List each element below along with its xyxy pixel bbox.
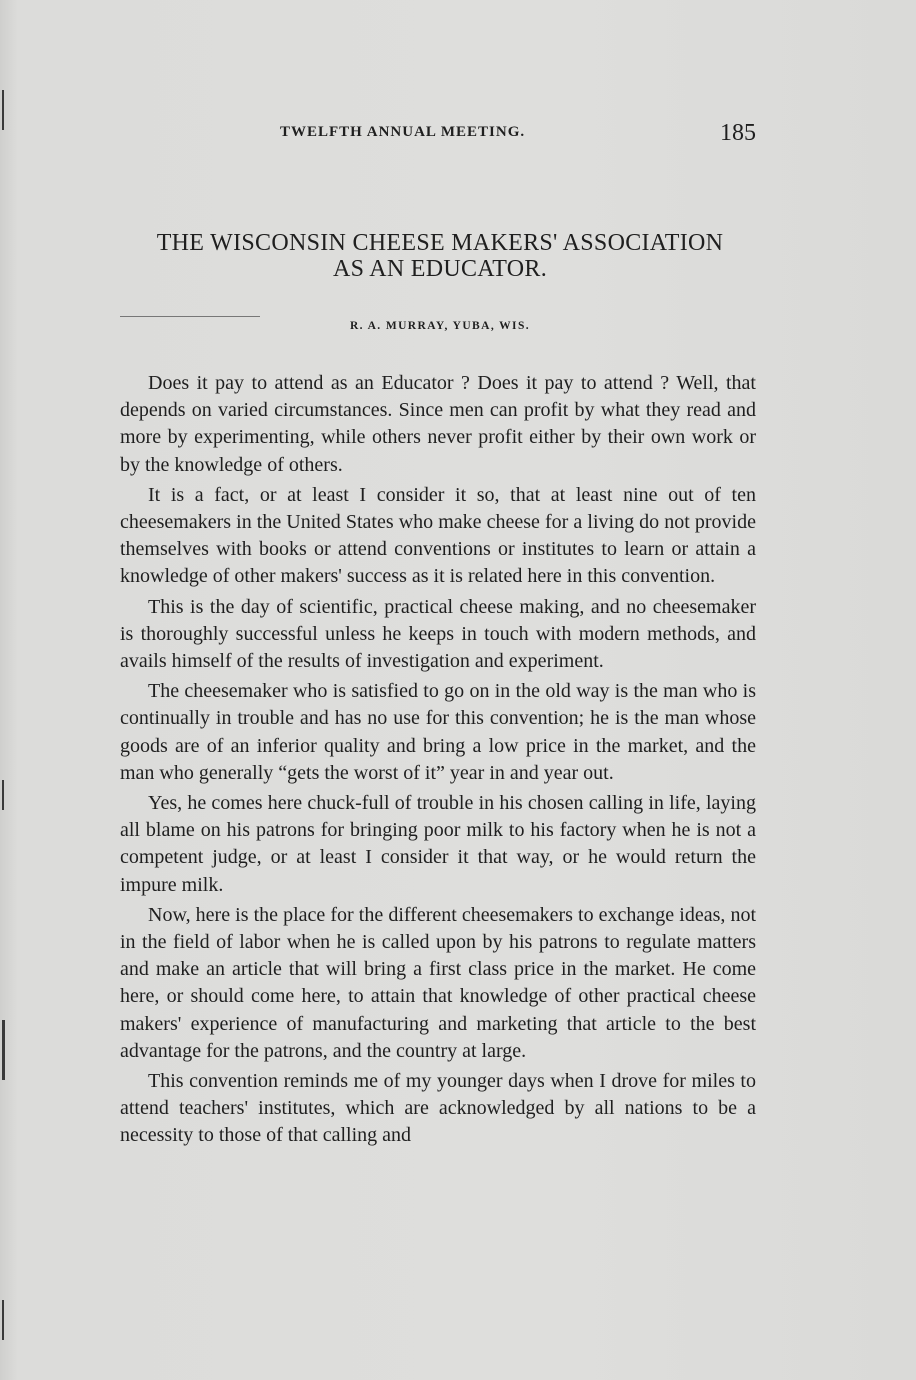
author-byline: R. A. MURRAY, YUBA, WIS. <box>349 320 531 332</box>
article-title-line-1: THE WISCONSIN CHEESE MAKERS' ASSOCIATION <box>156 230 724 256</box>
ornamental-rule <box>120 316 260 317</box>
paragraph: The cheesemaker who is satisfied to go on in the old way is the man who is continually in trouble and has no use for this convention; he is the man whose goods are of an inferior quality and bring a low price in the market, and the man who generally “gets the worst of it” year in and year out. <box>120 680 756 784</box>
paragraph: This is the day of scientific, practical cheese making, and no cheesemaker is thoroughly successful unless he keeps in touch with modern methods, and avails himself of the results of investigation and experiment. <box>120 595 756 673</box>
binding-edge-mark <box>2 1300 4 1340</box>
binding-edge-mark <box>2 780 4 810</box>
article-title-line-2: AS AN EDUCATOR. <box>332 256 548 282</box>
paragraph: It is a fact, or at least I consider it so, that at least nine out of ten cheesemakers in the United States who make cheese for a living do not provide themselves with books or attend conventions or institutes to learn or attain a knowledge of other makers' success as it is related here in this convention. <box>120 483 756 588</box>
paragraph: Does it pay to attend as an Educator ? Does it pay to attend ? Well, that depends on varied circumstances. Since men can profit by what they read and more by experimenting, while others never profit either by their own work or by the knowledge of others. <box>120 372 756 476</box>
article-body <box>120 370 756 1153</box>
running-head <box>120 120 760 156</box>
article-title <box>110 230 770 282</box>
paragraph: Yes, he comes here chuck-full of trouble in his chosen calling in life, laying all blame on his patrons for bringing poor milk to his factory when he is not a competent judge, or at least I consider it that way, or he would return the impure milk. <box>120 792 756 896</box>
page-number: 185 <box>720 120 756 146</box>
paragraph: Now, here is the place for the different cheesemakers to exchange ideas, not in the field of labor when he is called upon by his patrons to regulate matters and make an article that will bring a first class price in the market. He come here, or should come here, to attain that knowledge of other practical cheese makers' experience of manufacturing and marketing that article to the best advantage for the patrons, and the country at large. <box>120 903 756 1062</box>
binding-edge-mark <box>2 90 4 130</box>
binding-edge-mark <box>2 1020 5 1080</box>
paragraph: This convention reminds me of my younger days when I drove for miles to attend teachers' institutes, which are acknowledged by all nations to be a necessity to those of that calling and <box>120 1070 756 1147</box>
running-title: TWELFTH ANNUAL MEETING. <box>280 124 526 140</box>
